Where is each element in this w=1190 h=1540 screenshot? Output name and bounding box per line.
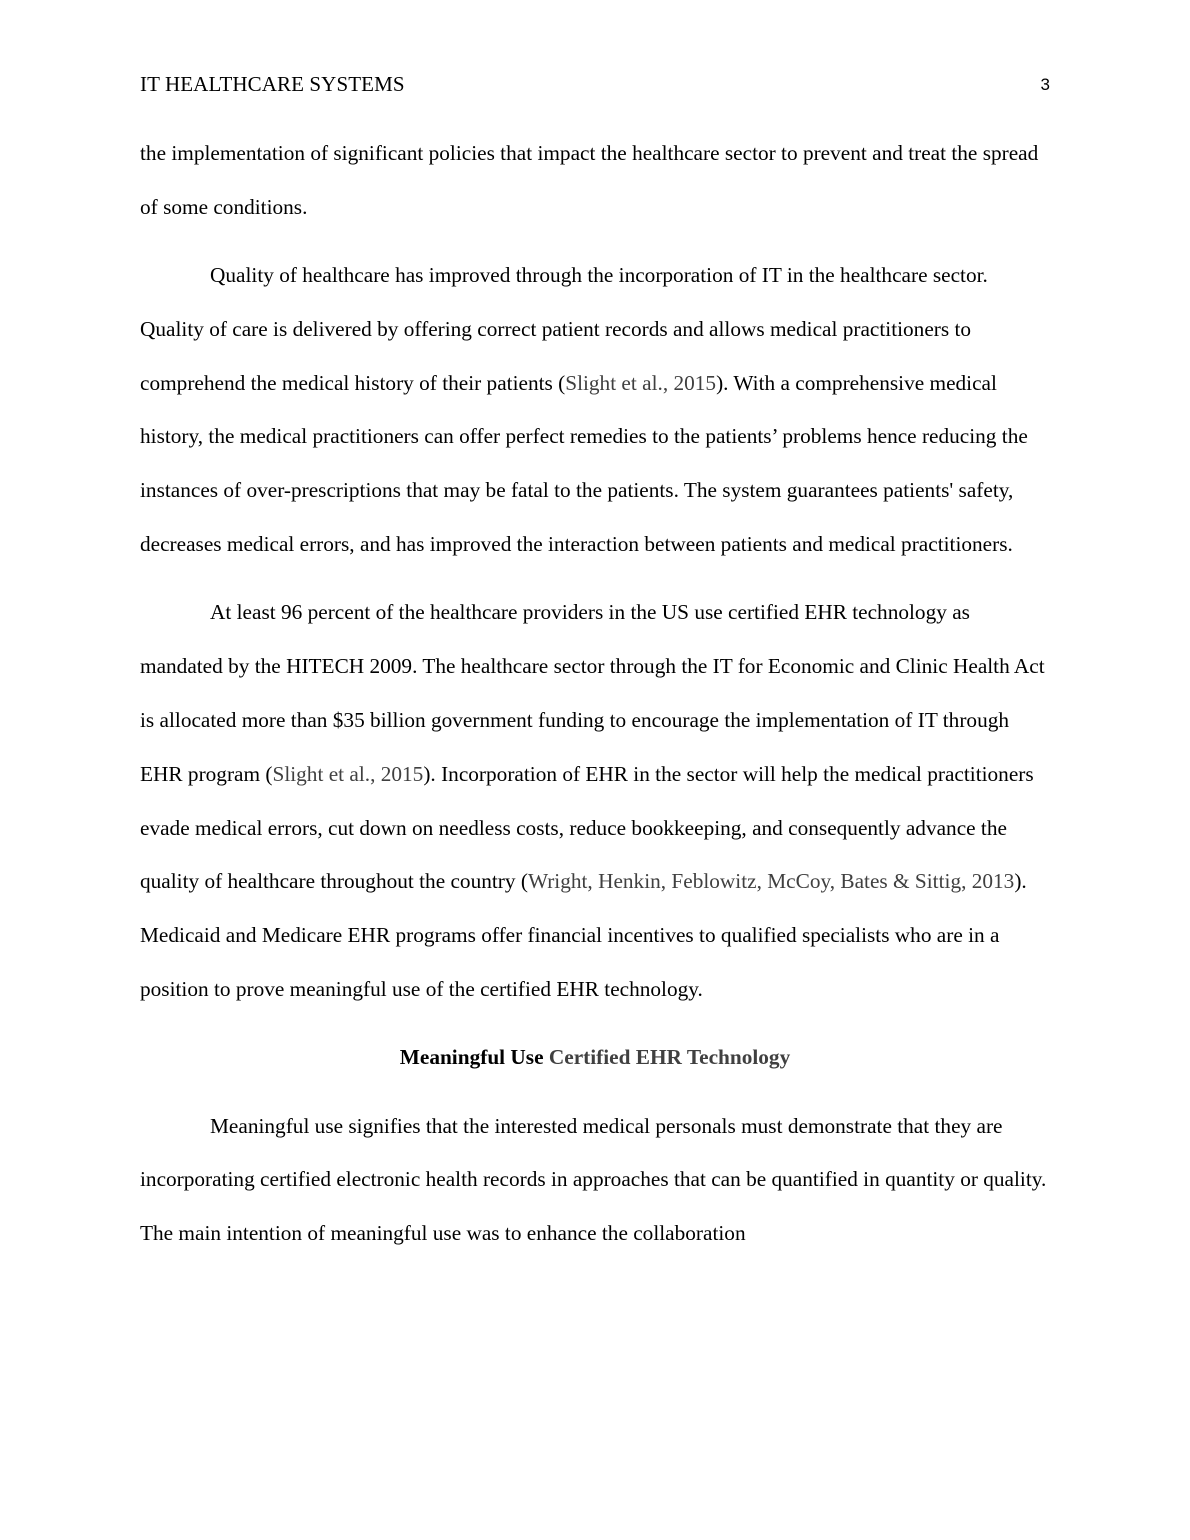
citation: Slight et al., 2015 — [565, 370, 717, 395]
paragraph-quality-of-healthcare — [140, 249, 1050, 572]
paragraph-text: Quality of healthcare has improved through the incorporation of IT in the healthcare sector. Quality of care is delivered by offering correct patient records and allows medical practitioners to comprehend the medical history of their patients ( — [140, 263, 988, 395]
running-head: IT HEALTHCARE SYSTEMS — [140, 72, 405, 96]
paragraph-meaningful-use: Meaningful use signifies that the interested medical personals must demonstrate that they are incorporating certified electronic health records in approaches that can be quantified in quantity or quality. The main intention of meaningful use was to enhance the collaboration — [140, 1113, 1047, 1246]
citation: Wright, Henkin, Feblowitz, McCoy, Bates & Sittig, 2013 — [527, 869, 1015, 894]
paragraph-text: ). Medicaid and Medicare EHR programs offer financial incentives to qualified specialists who are in a position to prove meaningful use of the certified EHR technology. — [140, 869, 1027, 1001]
page-number: 3 — [1040, 75, 1050, 94]
section-heading-lead: Meaningful Use — [399, 1045, 544, 1070]
section-heading-accent: Certified EHR Technology — [548, 1045, 791, 1070]
citation: Slight et al., 2015 — [272, 761, 424, 786]
document-body — [140, 127, 1050, 1275]
paragraph-text: ). Incorporation of EHR in the sector will help the medical practitioners evade medical errors, cut down on needless costs, reduce bookkeeping, and consequently advance the quality of healthcare throughout the country ( — [140, 761, 1034, 894]
section-heading — [140, 1031, 1050, 1085]
paragraph-text: ). With a comprehensive medical history, the medical practitioners can offer perfect remedies to the patients’ problems hence reducing the instances of over-prescriptions that may be fatal to the patients. The system guarantees patients' safety, decreases medical errors, and has improved the interaction between patients and medical practitioners. — [140, 370, 1028, 557]
paragraph-text: At least 96 percent of the healthcare providers in the US use certified EHR technology as mandated by the HITECH 2009. The healthcare sector through the IT for Economic and Clinic Health Act is allocated more than $35 billion government funding to encourage the implementation of IT through EHR program ( — [140, 600, 1045, 786]
paragraph-ehr-adoption — [140, 586, 1050, 1016]
paragraph-continuation: the implementation of significant policies that impact the healthcare sector to prevent and treat the spread of some conditions. — [140, 141, 1039, 219]
